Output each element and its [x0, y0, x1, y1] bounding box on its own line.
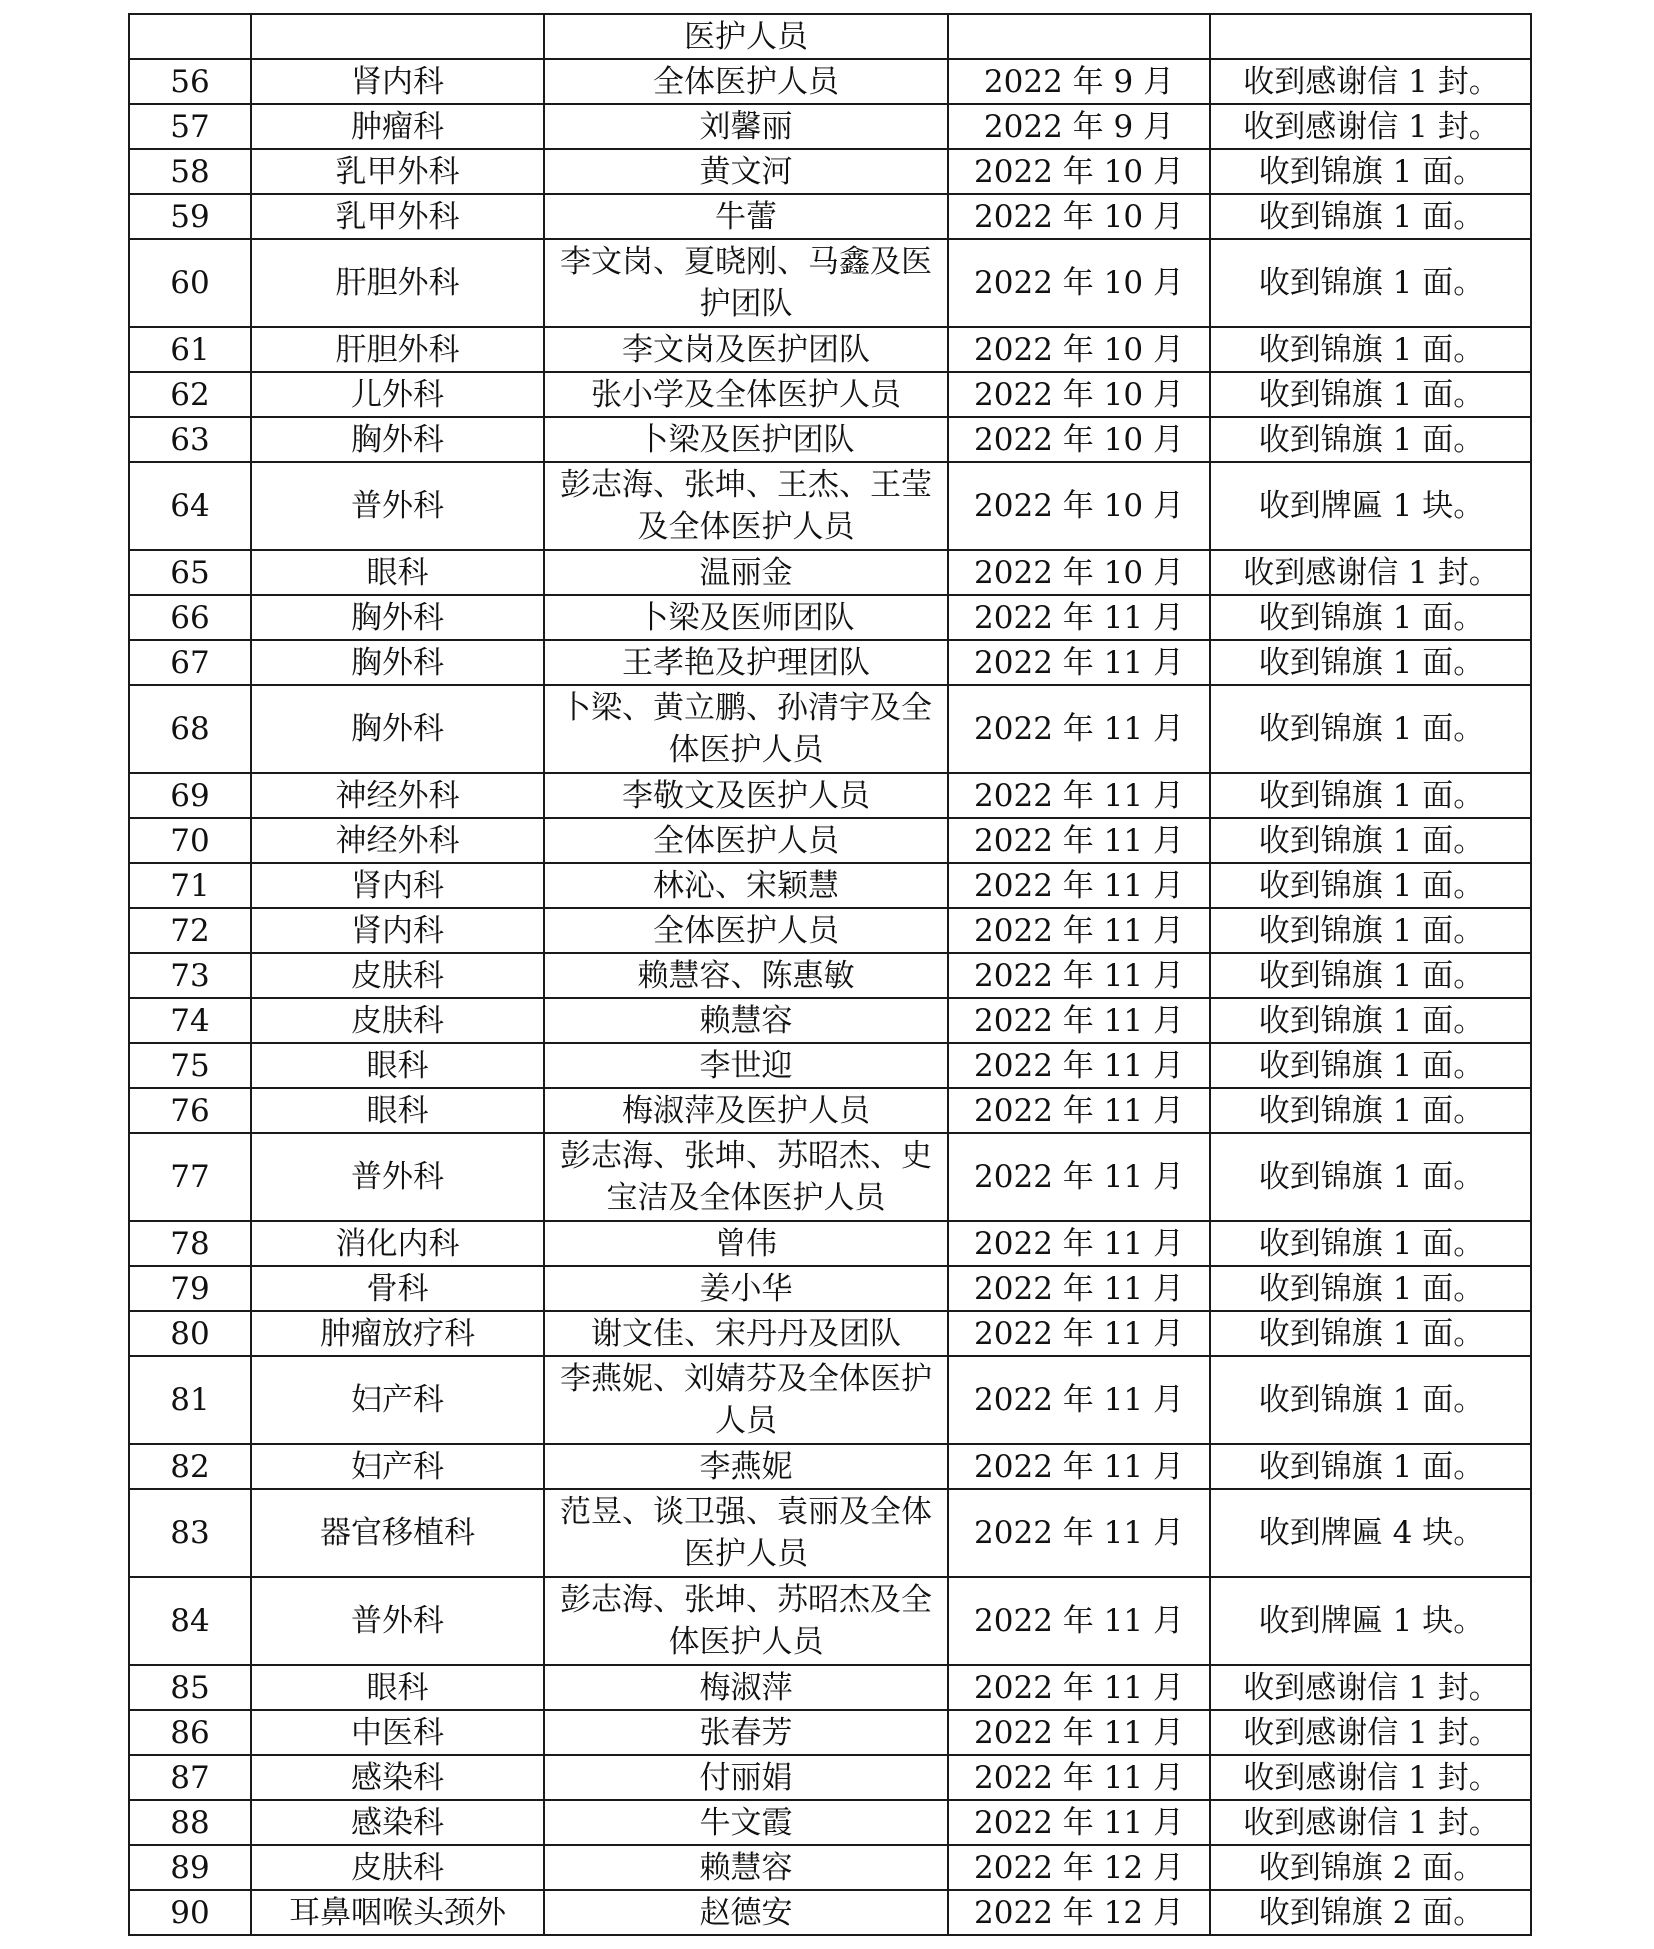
cell-department: 神经外科	[251, 773, 544, 818]
cell-note: 收到锦旗 1 面。	[1210, 640, 1531, 685]
cell-date: 2022 年 11 月	[948, 1577, 1210, 1665]
table-row	[129, 1043, 1531, 1088]
table-row	[129, 1221, 1531, 1266]
cell-date: 2022 年 12 月	[948, 1845, 1210, 1890]
table-row	[129, 1577, 1531, 1665]
cell-number: 63	[129, 417, 251, 462]
cell-date: 2022 年 11 月	[948, 908, 1210, 953]
cell-staff-names: 黄文河	[544, 149, 948, 194]
cell-date: 2022 年 11 月	[948, 1221, 1210, 1266]
cell-staff-names: 全体医护人员	[544, 59, 948, 104]
cell-note: 收到感谢信 1 封。	[1210, 550, 1531, 595]
cell-staff-names: 医护人员	[544, 14, 948, 59]
cell-date: 2022 年 10 月	[948, 239, 1210, 327]
cell-staff-names: 李文岗、夏晓刚、马鑫及医护团队	[544, 239, 948, 327]
cell-department: 普外科	[251, 1133, 544, 1221]
cell-note: 收到锦旗 1 面。	[1210, 1133, 1531, 1221]
cell-date: 2022 年 9 月	[948, 59, 1210, 104]
cell-number: 84	[129, 1577, 251, 1665]
cell-number: 69	[129, 773, 251, 818]
table-row	[129, 595, 1531, 640]
cell-date: 2022 年 10 月	[948, 327, 1210, 372]
cell-number: 86	[129, 1710, 251, 1755]
cell-department: 中医科	[251, 1710, 544, 1755]
cell-date: 2022 年 10 月	[948, 550, 1210, 595]
cell-department: 肾内科	[251, 59, 544, 104]
cell-note: 收到锦旗 1 面。	[1210, 998, 1531, 1043]
table-body	[129, 14, 1531, 1935]
cell-department: 神经外科	[251, 818, 544, 863]
table-row	[129, 1800, 1531, 1845]
table-row	[129, 1311, 1531, 1356]
cell-number: 74	[129, 998, 251, 1043]
cell-number: 71	[129, 863, 251, 908]
cell-date: 2022 年 10 月	[948, 417, 1210, 462]
cell-number: 60	[129, 239, 251, 327]
cell-number: 57	[129, 104, 251, 149]
cell-note: 收到锦旗 1 面。	[1210, 149, 1531, 194]
cell-note: 收到锦旗 1 面。	[1210, 1221, 1531, 1266]
cell-date: 2022 年 11 月	[948, 1755, 1210, 1800]
cell-staff-names: 谢文佳、宋丹丹及团队	[544, 1311, 948, 1356]
table-row	[129, 1890, 1531, 1935]
table-row	[129, 1088, 1531, 1133]
cell-department: 肝胆外科	[251, 239, 544, 327]
cell-number: 78	[129, 1221, 251, 1266]
cell-staff-names: 卜梁及医师团队	[544, 595, 948, 640]
cell-note: 收到牌匾 4 块。	[1210, 1489, 1531, 1577]
cell-date: 2022 年 11 月	[948, 863, 1210, 908]
cell-staff-names: 曾伟	[544, 1221, 948, 1266]
table-row	[129, 1489, 1531, 1577]
cell-date: 2022 年 11 月	[948, 1266, 1210, 1311]
cell-number: 77	[129, 1133, 251, 1221]
cell-note: 收到锦旗 2 面。	[1210, 1845, 1531, 1890]
cell-note: 收到锦旗 1 面。	[1210, 595, 1531, 640]
cell-department: 皮肤科	[251, 953, 544, 998]
cell-department: 皮肤科	[251, 1845, 544, 1890]
table-row	[129, 104, 1531, 149]
cell-note: 收到锦旗 1 面。	[1210, 818, 1531, 863]
cell-note: 收到锦旗 1 面。	[1210, 327, 1531, 372]
cell-staff-names: 李燕妮	[544, 1444, 948, 1489]
cell-staff-names: 卜梁、黄立鹏、孙清宇及全体医护人员	[544, 685, 948, 773]
cell-staff-names: 彭志海、张坤、苏昭杰、史宝洁及全体医护人员	[544, 1133, 948, 1221]
cell-number: 67	[129, 640, 251, 685]
table-row	[129, 1356, 1531, 1444]
cell-date: 2022 年 10 月	[948, 462, 1210, 550]
cell-number: 76	[129, 1088, 251, 1133]
cell-number: 81	[129, 1356, 251, 1444]
cell-number: 70	[129, 818, 251, 863]
cell-department: 肝胆外科	[251, 327, 544, 372]
cell-date: 2022 年 11 月	[948, 1444, 1210, 1489]
cell-date: 2022 年 12 月	[948, 1890, 1210, 1935]
cell-number: 75	[129, 1043, 251, 1088]
table-row	[129, 59, 1531, 104]
cell-note: 收到锦旗 1 面。	[1210, 1311, 1531, 1356]
cell-note: 收到锦旗 1 面。	[1210, 194, 1531, 239]
table-row	[129, 14, 1531, 59]
cell-department: 感染科	[251, 1800, 544, 1845]
cell-department: 妇产科	[251, 1444, 544, 1489]
cell-department: 普外科	[251, 1577, 544, 1665]
cell-number: 79	[129, 1266, 251, 1311]
cell-staff-names: 张春芳	[544, 1710, 948, 1755]
cell-department: 骨科	[251, 1266, 544, 1311]
commendation-table	[128, 13, 1532, 1936]
cell-staff-names: 李世迎	[544, 1043, 948, 1088]
cell-note: 收到锦旗 1 面。	[1210, 239, 1531, 327]
cell-note: 收到感谢信 1 封。	[1210, 59, 1531, 104]
cell-number	[129, 14, 251, 59]
cell-date: 2022 年 11 月	[948, 1356, 1210, 1444]
table-row	[129, 685, 1531, 773]
cell-number: 65	[129, 550, 251, 595]
cell-date: 2022 年 11 月	[948, 640, 1210, 685]
cell-date: 2022 年 10 月	[948, 194, 1210, 239]
cell-staff-names: 姜小华	[544, 1266, 948, 1311]
cell-department: 眼科	[251, 1665, 544, 1710]
cell-staff-names: 张小学及全体医护人员	[544, 372, 948, 417]
cell-note: 收到锦旗 1 面。	[1210, 417, 1531, 462]
cell-note: 收到锦旗 1 面。	[1210, 1088, 1531, 1133]
cell-number: 87	[129, 1755, 251, 1800]
table-row	[129, 1845, 1531, 1890]
table-row	[129, 773, 1531, 818]
table-row	[129, 818, 1531, 863]
cell-date: 2022 年 9 月	[948, 104, 1210, 149]
cell-number: 66	[129, 595, 251, 640]
table-row	[129, 239, 1531, 327]
cell-note: 收到感谢信 1 封。	[1210, 1665, 1531, 1710]
cell-staff-names: 赖慧容、陈惠敏	[544, 953, 948, 998]
cell-department: 胸外科	[251, 640, 544, 685]
cell-department: 肿瘤科	[251, 104, 544, 149]
cell-date: 2022 年 11 月	[948, 1710, 1210, 1755]
cell-number: 61	[129, 327, 251, 372]
cell-staff-names: 彭志海、张坤、苏昭杰及全体医护人员	[544, 1577, 948, 1665]
cell-staff-names: 赵德安	[544, 1890, 948, 1935]
cell-date: 2022 年 11 月	[948, 818, 1210, 863]
cell-note: 收到锦旗 1 面。	[1210, 773, 1531, 818]
cell-number: 58	[129, 149, 251, 194]
cell-note: 收到感谢信 1 封。	[1210, 104, 1531, 149]
table-row	[129, 194, 1531, 239]
cell-department: 肾内科	[251, 908, 544, 953]
cell-staff-names: 牛文霞	[544, 1800, 948, 1845]
cell-number: 88	[129, 1800, 251, 1845]
cell-department: 胸外科	[251, 685, 544, 773]
cell-date: 2022 年 11 月	[948, 953, 1210, 998]
cell-staff-names: 王孝艳及护理团队	[544, 640, 948, 685]
cell-note: 收到锦旗 2 面。	[1210, 1890, 1531, 1935]
cell-staff-names: 牛蕾	[544, 194, 948, 239]
cell-note: 收到锦旗 1 面。	[1210, 863, 1531, 908]
cell-staff-names: 赖慧容	[544, 1845, 948, 1890]
table-row	[129, 372, 1531, 417]
cell-number: 59	[129, 194, 251, 239]
cell-staff-names: 全体医护人员	[544, 818, 948, 863]
cell-staff-names: 范昱、谈卫强、袁丽及全体医护人员	[544, 1489, 948, 1577]
cell-department: 眼科	[251, 1088, 544, 1133]
cell-date: 2022 年 11 月	[948, 1665, 1210, 1710]
table-row	[129, 1133, 1531, 1221]
table-row	[129, 863, 1531, 908]
cell-number: 80	[129, 1311, 251, 1356]
cell-department: 妇产科	[251, 1356, 544, 1444]
table-row	[129, 462, 1531, 550]
cell-department: 胸外科	[251, 595, 544, 640]
cell-staff-names: 赖慧容	[544, 998, 948, 1043]
table-row	[129, 908, 1531, 953]
cell-date: 2022 年 11 月	[948, 1311, 1210, 1356]
cell-note: 收到锦旗 1 面。	[1210, 1444, 1531, 1489]
cell-staff-names: 刘馨丽	[544, 104, 948, 149]
table-row	[129, 1710, 1531, 1755]
cell-number: 68	[129, 685, 251, 773]
cell-staff-names: 付丽娟	[544, 1755, 948, 1800]
cell-department: 儿外科	[251, 372, 544, 417]
cell-number: 90	[129, 1890, 251, 1935]
cell-date: 2022 年 11 月	[948, 685, 1210, 773]
cell-department: 感染科	[251, 1755, 544, 1800]
cell-number: 72	[129, 908, 251, 953]
cell-note: 收到感谢信 1 封。	[1210, 1710, 1531, 1755]
cell-department: 肿瘤放疗科	[251, 1311, 544, 1356]
cell-department: 消化内科	[251, 1221, 544, 1266]
cell-staff-names: 李敬文及医护人员	[544, 773, 948, 818]
cell-date: 2022 年 11 月	[948, 595, 1210, 640]
cell-department: 乳甲外科	[251, 194, 544, 239]
table-row	[129, 417, 1531, 462]
cell-staff-names: 全体医护人员	[544, 908, 948, 953]
cell-note: 收到牌匾 1 块。	[1210, 462, 1531, 550]
cell-staff-names: 梅淑萍及医护人员	[544, 1088, 948, 1133]
cell-date: 2022 年 11 月	[948, 1489, 1210, 1577]
cell-staff-names: 梅淑萍	[544, 1665, 948, 1710]
cell-staff-names: 李燕妮、刘婧芬及全体医护人员	[544, 1356, 948, 1444]
cell-staff-names: 卜梁及医护团队	[544, 417, 948, 462]
cell-note: 收到锦旗 1 面。	[1210, 908, 1531, 953]
cell-department: 器官移植科	[251, 1489, 544, 1577]
table-row	[129, 953, 1531, 998]
cell-staff-names: 李文岗及医护团队	[544, 327, 948, 372]
cell-number: 73	[129, 953, 251, 998]
cell-date: 2022 年 10 月	[948, 372, 1210, 417]
cell-note: 收到锦旗 1 面。	[1210, 685, 1531, 773]
cell-department: 皮肤科	[251, 998, 544, 1043]
cell-note: 收到感谢信 1 封。	[1210, 1755, 1531, 1800]
cell-department: 肾内科	[251, 863, 544, 908]
cell-number: 85	[129, 1665, 251, 1710]
cell-number: 82	[129, 1444, 251, 1489]
table-row	[129, 998, 1531, 1043]
cell-note: 收到锦旗 1 面。	[1210, 1356, 1531, 1444]
cell-staff-names: 温丽金	[544, 550, 948, 595]
cell-number: 64	[129, 462, 251, 550]
cell-date: 2022 年 11 月	[948, 1043, 1210, 1088]
cell-number: 83	[129, 1489, 251, 1577]
table-row	[129, 550, 1531, 595]
cell-department: 普外科	[251, 462, 544, 550]
cell-date: 2022 年 11 月	[948, 1133, 1210, 1221]
table-row	[129, 149, 1531, 194]
cell-department: 乳甲外科	[251, 149, 544, 194]
cell-note: 收到感谢信 1 封。	[1210, 1800, 1531, 1845]
cell-note	[1210, 14, 1531, 59]
cell-department: 眼科	[251, 1043, 544, 1088]
cell-date: 2022 年 11 月	[948, 1800, 1210, 1845]
cell-number: 56	[129, 59, 251, 104]
cell-note: 收到锦旗 1 面。	[1210, 372, 1531, 417]
cell-date: 2022 年 10 月	[948, 149, 1210, 194]
cell-note: 收到锦旗 1 面。	[1210, 1266, 1531, 1311]
table-row	[129, 640, 1531, 685]
cell-department: 耳鼻咽喉头颈外	[251, 1890, 544, 1935]
cell-staff-names: 林沁、宋颖慧	[544, 863, 948, 908]
cell-number: 89	[129, 1845, 251, 1890]
table-row	[129, 327, 1531, 372]
cell-date: 2022 年 11 月	[948, 773, 1210, 818]
cell-department: 胸外科	[251, 417, 544, 462]
cell-date	[948, 14, 1210, 59]
table-row	[129, 1665, 1531, 1710]
cell-department	[251, 14, 544, 59]
table-row	[129, 1266, 1531, 1311]
cell-date: 2022 年 11 月	[948, 998, 1210, 1043]
table-row	[129, 1444, 1531, 1489]
table-row	[129, 1755, 1531, 1800]
cell-staff-names: 彭志海、张坤、王杰、王莹及全体医护人员	[544, 462, 948, 550]
cell-department: 眼科	[251, 550, 544, 595]
cell-note: 收到锦旗 1 面。	[1210, 953, 1531, 998]
cell-date: 2022 年 11 月	[948, 1088, 1210, 1133]
cell-note: 收到牌匾 1 块。	[1210, 1577, 1531, 1665]
cell-number: 62	[129, 372, 251, 417]
cell-note: 收到锦旗 1 面。	[1210, 1043, 1531, 1088]
